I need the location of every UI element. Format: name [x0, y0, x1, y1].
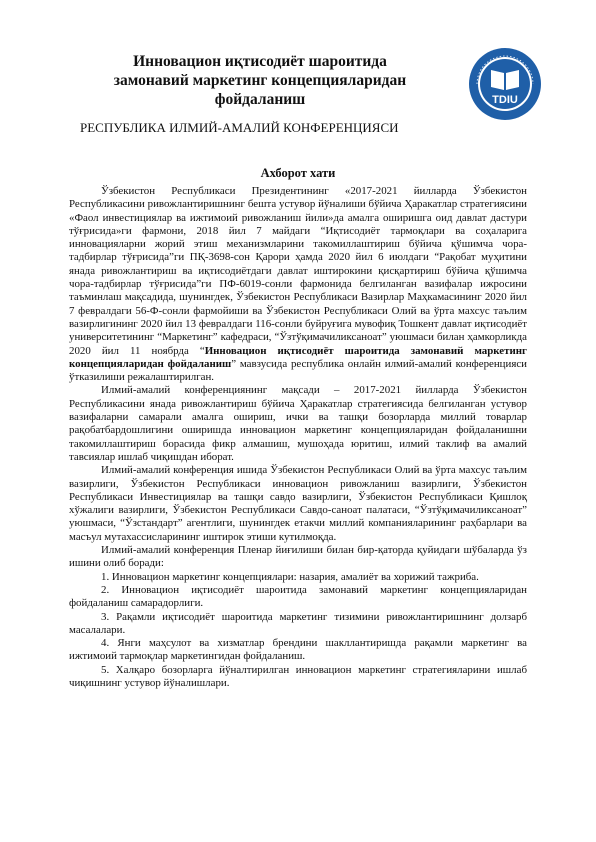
university-logo-icon: [467, 46, 543, 122]
logo-text: TDIU: [492, 94, 518, 106]
list-item: 5. Халқаро бозорларга йўналтирилган инновацион маркетинг стратегияларини ишлаб чиқишнинг устувор йўналишлари.: [69, 663, 527, 689]
list-item: 1. Инновацион маркетинг концепциялари: назария, амалиёт ва хорижий тажриба.: [101, 570, 479, 583]
section-list: [69, 571, 527, 691]
list-item: 4. Янги маҳсулот ва хизматлар брендини шакллантиришда рақамли маркетинг ва ижтимоий тармоқлар маркетингидан фойдаланиш.: [69, 637, 527, 663]
document-title: [90, 52, 430, 109]
paragraph: Ўзбекистон Республикаси Президентининг «2017-2021 йилларда Ўзбекистон Республикасини ривожлантиришнинг бешта устувор йўналиши бўйича Ҳаракатлар стратегиясини «Фаол инвестициялар ва ижтимоий ривожланиш йили»да амалга оширишга оид давлат дастури тўғрисида»ги фармони, 2018 йил 7 майдаги “Иқтисодиёт тармоқлари ва соҳаларига инновацияларни жорий этиш механизмларини такомиллаштириш бўйича қўшимча чора-тадбирлар тўғрисида”ги ПҚ-3698-сон Қарори ҳамда 2020 йил 6 июлдаги “Рақобат муҳитини янада ривожлантириш ва иқтисодиётдаги давлат иштирокини қисқартириш бўйича қўшимча чора-тадбирлар тўғрисида”ги ПФ-6019-сонли фармонида белгиланган вазифалар ижросини таъминлаш мақсадида, шунингдек, Ўзбекистон Республикаси Вазирлар Маҳкамасининг 2020 йил 7 февралдаги 56-Ф-сонли фармойиши ва Ўзбекистон Республикаси Олий ва ўрта махсус таълим вазирлигининг 2020 йил 13 февралдаги 116-сонли буйруғига мувофиқ Тошкент давлат иқтисодиёт университетининг “Маркетинг” кафедраси, “Ўзтўқимачиликсаноат” уюшмаси билан ҳамкорликда 2020 йил 11 ноябрда “Инновацион иқтисодиёт шароитида замонавий маркетинг концепцияларидан фойдаланиш” мавзусида республика онлайн илмий-амалий конференцияси ўтказилиши режалаштирилган.: [69, 185, 528, 384]
title-line: фойдаланиш: [214, 91, 306, 108]
paragraph: Илмий-амалий конференция Пленар йиғилиши билан бир-қаторда қуйидаги шўбаларда ўз ишини олиб боради:: [69, 544, 527, 570]
conference-name: Инновацион иқтисодиёт шароитида замонавий маркетинг концепцияларидан фойдаланиш: [69, 344, 527, 370]
title-line: Инновацион иқтисодиёт шароитида: [133, 53, 387, 70]
list-item: 2. Инновацион иқтисодиёт шароитида замонавий маркетинг концепцияларидан фойдаланиш самарадорлиги.: [69, 583, 527, 610]
letter-body: [69, 185, 527, 690]
conference-heading: РЕСПУБЛИКА ИЛМИЙ-АМАЛИЙ КОНФЕРЕНЦИЯСИ: [80, 120, 399, 135]
paragraph: Илмий-амалий конференциянинг мақсади – 2017-2021 йилларда Ўзбекистон Республикасини янада ривожлантириш бўйича Ҳаракатлар стратегиясида белгиланган устувор вазифаларни самарали амалга ошириш, ички ва ташқи бозорларда миллий товарлар рақобатбардошлигини оширишда инновацион маркетинг концепцияларидан фойдаланишни такомиллаштириш борасида фикр алмашиш, мушоҳада юритиш, илмий таклиф ва амалий тавсиялар ишлаб чиқишдан иборат.: [69, 384, 527, 463]
list-item: 3. Рақамли иқтисодиёт шароитида маркетинг тизимини ривожлантиришнинг долзарб масалалари.: [69, 610, 527, 636]
paragraph: Илмий-амалий конференция ишида Ўзбекистон Республикаси Олий ва ўрта махсус таълим вазирлиги, Ўзбекистон Республикаси инновацион ривожланиш вазирлиги, Ўзбекистон Республикаси Инвестициялар ва ташқи савдо вазирлиги, Ўзбекистон Республикаси Қишлоқ хўжалиги вазирлиги, Ўзбекистон Республикаси Савдо-саноат палатаси, “Ўзтўқимачиликсаноат” уюшмаси, “Ўзстандарт” агентлиги, шунингдек етакчи миллий компанияларининг раҳбарлари ва масъул мутахассисларининг иштирок этиши кутилмоқда.: [69, 464, 527, 543]
title-line: замонавий маркетинг концепцияларидан: [113, 72, 407, 89]
letter-title: Ахборот хати: [260, 166, 336, 180]
